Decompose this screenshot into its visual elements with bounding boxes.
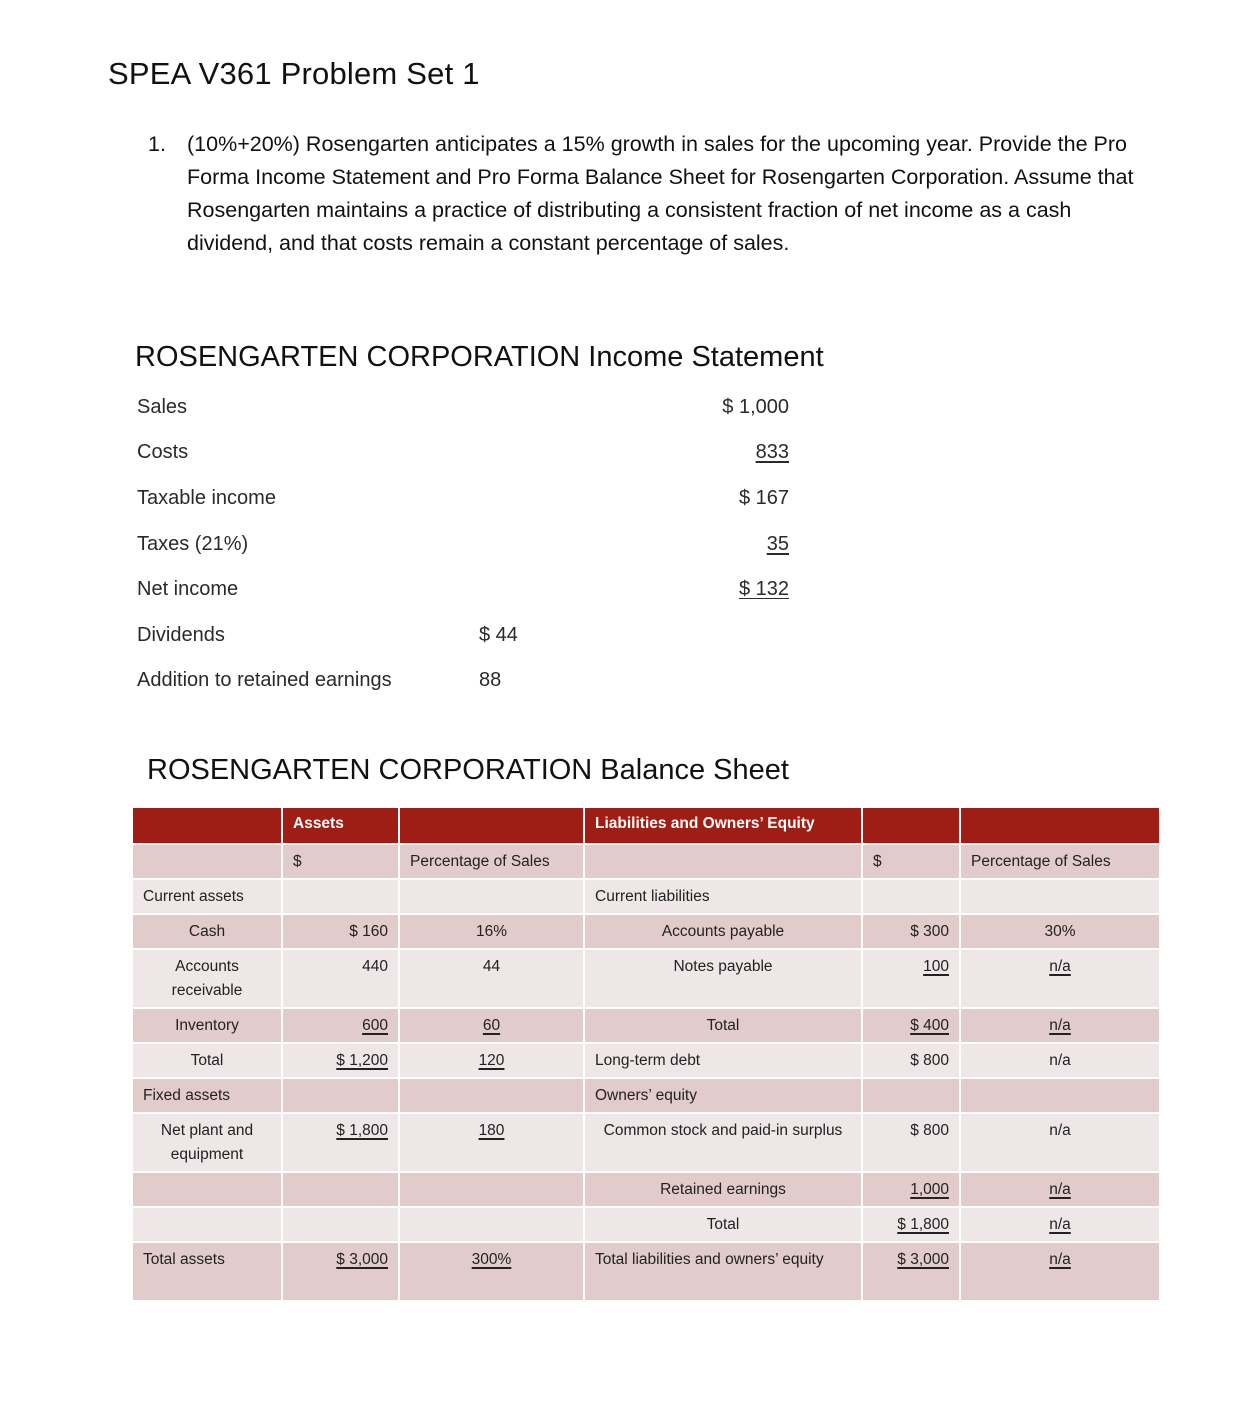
liability-value: $ 800 [863,1044,959,1077]
liability-label: Owners’ equity [585,1079,861,1112]
liability-value [863,880,959,913]
asset-pct: 44 [400,950,583,1007]
row-label [133,1208,281,1241]
liability-pct-cell [961,1009,1159,1042]
header-cell [133,808,281,843]
liability-label: Common stock and paid-in surplus [585,1114,861,1171]
asset-value: $ 1,200 [336,1052,388,1069]
asset-value: $ 3,000 [336,1251,388,1268]
liability-value-cell [863,1009,959,1042]
subheader-dollars: $ [863,845,959,878]
row-label: Cash [133,915,281,948]
is-row-taxes [137,533,797,563]
subheader-pct-sales: Percentage of Sales [961,845,1159,878]
asset-pct: 300% [471,1251,512,1268]
header-cell [863,808,959,843]
asset-pct-cell [400,1044,583,1077]
table-row [133,880,1159,913]
asset-pct-cell [400,1243,583,1300]
asset-value: $ 160 [283,915,398,948]
row-label: Accounts receivable [133,950,281,1007]
table-row [133,1173,1159,1206]
liability-value: $ 300 [863,915,959,948]
is-row-net-income [137,578,797,608]
is-row-sales [137,396,797,426]
asset-value [283,880,398,913]
liability-value-cell [863,1208,959,1241]
row-label: Fixed assets [133,1079,281,1112]
is-label: Taxable income [137,487,276,509]
liability-pct-cell [961,950,1159,1007]
asset-value [283,1208,398,1241]
is-value: 88 [479,669,502,691]
liability-pct-cell [961,1173,1159,1206]
liability-pct: n/a [961,1114,1159,1171]
liability-label: Long-term debt [585,1044,861,1077]
row-label: Total assets [133,1243,281,1300]
liability-value [863,1079,959,1112]
liability-label: Accounts payable [585,915,861,948]
is-value: $ 1,000 [722,396,789,418]
table-row-total [133,1243,1159,1300]
liability-pct: n/a [1049,1216,1071,1233]
is-value: $ 132 [738,578,789,600]
liability-value: 100 [923,958,949,975]
asset-value: $ 1,800 [336,1122,388,1139]
liability-label: Retained earnings [585,1173,861,1206]
is-value: 35 [766,533,789,555]
liability-value: 1,000 [910,1181,949,1198]
table-subheader-row [133,845,1159,878]
header-cell [400,808,583,843]
is-row-dividends [137,624,797,654]
asset-pct-cell [400,1114,583,1171]
liability-value-cell [863,1243,959,1300]
problem-text: (10%+20%) Rosengarten anticipates a 15% growth in sales for the upcoming year. Provide the Pro Forma Income Statement and Pro Forma Balance Sheet for Rosengarten Corporation. Assume that Rosengarten maintains a practice of distributing a consistent fraction of net income as a cash dividend, and that costs remain a constant percentage of sales. [187,132,1134,255]
header-liabilities-equity: Liabilities and Owners’ Equity [585,808,861,843]
table-row [133,1009,1159,1042]
document-title: SPEA V361 Problem Set 1 [108,56,480,91]
table-row [133,915,1159,948]
table-row [133,1114,1159,1171]
liability-label: Total [585,1208,861,1241]
is-label: Taxes (21%) [137,533,249,555]
liability-value: $ 3,000 [897,1251,949,1268]
subheader-cell [585,845,861,878]
asset-pct: 16% [400,915,583,948]
row-label: Current assets [133,880,281,913]
liability-value: $ 400 [910,1017,949,1034]
liability-value-cell [863,1173,959,1206]
is-label: Costs [137,441,189,463]
income-statement-title: ROSENGARTEN CORPORATION Income Statement [135,341,824,373]
balance-sheet-title: ROSENGARTEN CORPORATION Balance Sheet [147,754,789,786]
is-row-taxable-income [137,487,797,517]
liability-pct: n/a [1049,958,1071,975]
liability-label: Notes payable [585,950,861,1007]
asset-value: 440 [283,950,398,1007]
liability-value-cell [863,950,959,1007]
is-label: Dividends [137,624,225,646]
table-row [133,1044,1159,1077]
row-label: Total [133,1044,281,1077]
liability-pct-cell [961,1243,1159,1300]
asset-pct: 60 [482,1017,501,1034]
liability-label: Current liabilities [585,880,861,913]
problem-number: 1. [148,132,166,156]
asset-value: 600 [362,1017,388,1034]
table-row [133,1208,1159,1241]
subheader-cell [133,845,281,878]
asset-pct [400,1173,583,1206]
row-label: Net plant and equipment [133,1114,281,1171]
liability-label: Total liabilities and owners’ equity [585,1243,861,1300]
liability-label: Total [585,1009,861,1042]
header-cell [961,808,1159,843]
header-assets: Assets [283,808,398,843]
liability-pct: n/a [961,1044,1159,1077]
asset-pct [400,880,583,913]
row-label [133,1173,281,1206]
liability-pct: n/a [1049,1181,1071,1198]
is-value: $ 167 [738,487,789,509]
asset-pct: 180 [478,1122,505,1139]
liability-pct: 30% [961,915,1159,948]
liability-pct: n/a [1049,1251,1071,1268]
is-label: Sales [137,396,188,418]
is-value: $ 44 [479,624,518,646]
table-row [133,950,1159,1007]
subheader-pct-sales: Percentage of Sales [400,845,583,878]
asset-pct-cell [400,1009,583,1042]
problem-1 [148,128,1138,260]
subheader-dollars: $ [283,845,398,878]
asset-value-cell [283,1243,398,1300]
asset-value [283,1173,398,1206]
table-header-row [133,808,1159,843]
asset-value [283,1079,398,1112]
is-label: Net income [137,578,239,600]
is-label: Addition to retained earnings [137,669,392,691]
asset-value-cell [283,1044,398,1077]
liability-value: $ 800 [863,1114,959,1171]
liability-pct: n/a [1049,1017,1071,1034]
liability-pct-cell [961,1208,1159,1241]
is-row-costs [137,441,797,471]
asset-pct: 120 [478,1052,505,1069]
is-row-addition-retained-earnings [137,669,797,699]
liability-pct [961,880,1159,913]
table-row [133,1079,1159,1112]
liability-value: $ 1,800 [897,1216,949,1233]
asset-pct [400,1079,583,1112]
asset-pct [400,1208,583,1241]
row-label: Inventory [133,1009,281,1042]
is-value: 833 [755,441,789,463]
asset-value-cell [283,1009,398,1042]
balance-sheet-table [131,806,1161,1302]
asset-value-cell [283,1114,398,1171]
liability-pct [961,1079,1159,1112]
